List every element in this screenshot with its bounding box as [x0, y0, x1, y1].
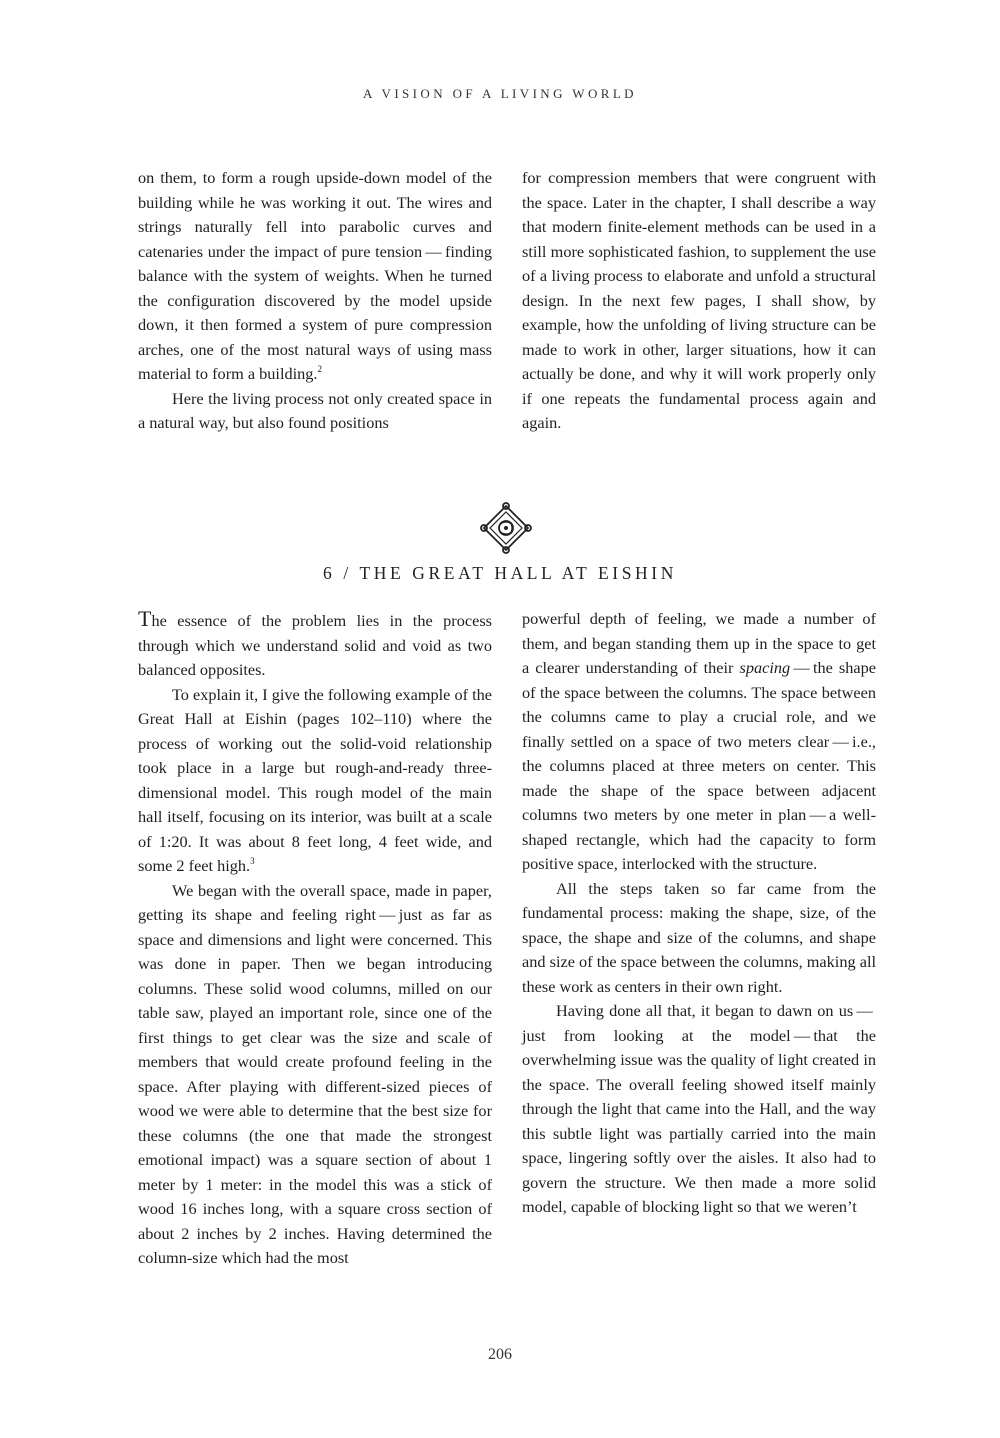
celtic-knot-ornament-icon — [478, 500, 534, 556]
paragraph: for compression members that were congruent with the space. Later in the chapter, I shall describe a way that modern finite-element methods can be used in a still more sophisticated fashion, to supplement the use of a living process to elaborate and unfold a structural design. In the next few pages, I shall show, by example, how the unfolding of living structure can be made to work in other, larger situations, how it can actually be done, and why it will work properly only if one repeats the fundamental process again and again. — [522, 168, 876, 432]
paragraph: on them, to form a rough upside-down model of the building while he was working it out. The wires and strings naturally fell into parabolic curves and catenaries under the impact of pure tension — finding balance with the system of weights. When he turned the configuration discovered by the model upside down, it then formed a system of pure compression arches, one of the most natural ways of using mass material to form a building.$^2$ — [138, 168, 492, 383]
section-heading: 6 / THE GREAT HALL AT EISHIN — [323, 563, 677, 583]
top-left-column — [138, 166, 492, 436]
paragraph: Here the living process not only created space in a natural way, but also found positions — [138, 388, 492, 432]
paragraph: Having done all that, it began to dawn on us — just from looking at the model — that the overwhelming issue was the quality of light created in the space. The overall feeling showed itself mainly through the light that came into the Hall, and the way this subtle light was partially carried into the main space, lingering softly over the aisles. It also had to govern the structure. We then made a more solid model, capable of blocking light so that we weren’t — [522, 1001, 876, 1216]
bottom-right-column — [522, 607, 876, 1220]
running-head: A VISION OF A LIVING WORLD — [363, 86, 637, 101]
paragraph: The essence of the problem lies in the process through which we understand solid and void as two balanced opposites. — [138, 606, 492, 679]
paragraph: All the steps taken so far came from the fundamental process: making the shape, size, of the space, the shape and size of the columns, and shape and size of the space between the columns, making all these work as centers in their own right. — [522, 878, 876, 996]
page-number: 206 — [488, 1346, 512, 1363]
footnote-ref[interactable]: 2 — [317, 364, 322, 374]
footnote-ref[interactable]: 3 — [250, 856, 255, 866]
emphasis: spacing — [739, 658, 791, 677]
bottom-left-column — [138, 607, 492, 1271]
drop-cap: T — [138, 606, 152, 631]
paragraph: We began with the overall space, made in paper, getting its shape and feeling right — just as far as space and dimensions and light were concerned. This was done in paper. Then we began introducing columns. These solid wood columns, milled on our table saw, played an important role, since one of the first things to get clear was the size and scale of members that would create profound feeling in the space. After playing with different-sized pieces of wood we were able to determine that the best size for these columns (the one that made the strongest emotional impact) was a square section of about 1 meter by 1 meter: in the model this was a stick of wood 16 inches long, with a square cross section of about 2 inches by 2 inches. Having determined the column-size which had the most — [138, 880, 492, 1267]
paragraph: powerful depth of feeling, we made a number of them, and began standing them up in the space to get a clearer understanding of their spacing — the shape of the space between the columns. The space between the columns came to play a crucial role, and we finally settled on a space of two meters clear — i.e., the columns placed at three meters on center. This made the shape of the space between adjacent columns two meters by one meter in plan — a well-shaped rectangle, which had the capacity to form positive space, interlocked with the structure. — [522, 609, 876, 873]
paragraph: To explain it, I give the following example of the Great Hall at Eishin (pages 102–110) where the process of working out the solid-void relationship took place in a large but rough-and-ready three-dimensional model. This rough model of the main hall itself, focusing on its interior, was built at a scale of 1:20. It was about 8 feet long, 4 feet wide, and some 2 feet high.$^3$ — [138, 684, 492, 875]
top-right-column — [522, 166, 876, 436]
